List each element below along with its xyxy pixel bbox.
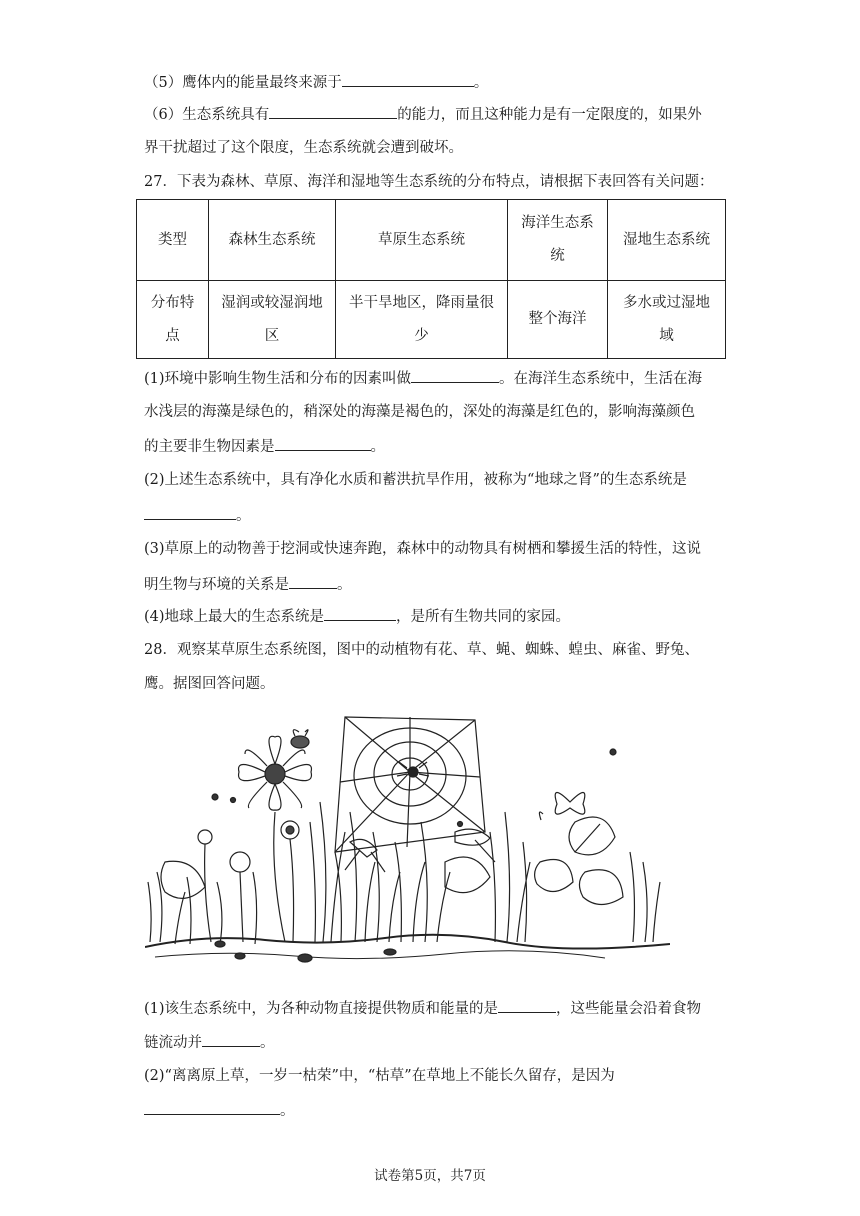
q28-2-line-1: (2)“离离原上草，一岁一枯荣”中，“枯草”在草地上不能长久留存，是因为 <box>144 1068 615 1084</box>
page-footer: 试卷第5页，共7页 <box>374 1168 486 1184</box>
q6-line-2: 界干扰超过了这个限度，生态系统就会遭到破坏。 <box>144 140 463 156</box>
table-cell: 海洋生态系 统 <box>508 200 608 281</box>
grassland-ecosystem-illustration <box>145 712 670 982</box>
q27-title: 27．下表为森林、草原、海洋和湿地等生态系统的分布特点，请根据下表回答有关问题： <box>144 174 714 190</box>
table-cell: 湿地生态系统 <box>608 200 726 281</box>
answer-blank[interactable] <box>144 1100 280 1115</box>
table-cell: 分布特 点 <box>137 281 209 359</box>
q27-3-line-2: 明生物与环境的关系是 。 <box>144 574 352 595</box>
ecosystem-table <box>136 199 726 359</box>
answer-blank[interactable] <box>144 505 236 520</box>
q5-text: （5）鹰体内的能量最终来源于 <box>144 75 342 91</box>
q27-4-line: (4)地球上最大的生态系统是 ，是所有生物共同的家园。 <box>144 606 570 627</box>
table-cell: 多水或过湿地 域 <box>608 281 726 359</box>
table-cell: 草原生态系统 <box>336 200 508 281</box>
q27-1-line-2: 水浅层的海藻是绿色的，稍深处的海藻是褐色的，深处的海藻是红色的，影响海藻颜色 <box>144 404 695 420</box>
q27-3-line-1: (3)草原上的动物善于挖洞或快速奔跑，森林中的动物具有树栖和攀援生活的特性，这说 <box>144 541 702 557</box>
table-cell: 森林生态系统 <box>209 200 336 281</box>
answer-blank[interactable] <box>498 998 556 1013</box>
answer-blank[interactable] <box>289 574 337 589</box>
table-cell: 类型 <box>137 200 209 281</box>
q27-2-line-2: 。 <box>144 505 251 526</box>
table-cell: 湿润或较湿润地 区 <box>209 281 336 359</box>
q6-line-1: （6）生态系统具有 的能力，而且这种能力是有一定限度的，如果外 <box>144 104 702 125</box>
table-cell: 整个海洋 <box>508 281 608 359</box>
q5-line: （5）鹰体内的能量最终来源于 。 <box>144 72 488 93</box>
q27-2-line-1: (2)上述生态系统中，具有净化水质和蓄洪抗旱作用，被称为“地球之肾”的生态系统是 <box>144 472 687 488</box>
q28-1-line-1: (1)该生态系统中，为各种动物直接提供物质和能量的是 ，这些能量会沿着食物 <box>144 998 701 1019</box>
table-header-row <box>137 200 726 281</box>
q28-2-line-2: 。 <box>144 1100 295 1121</box>
table-row <box>137 281 726 359</box>
answer-blank[interactable] <box>269 104 397 119</box>
q27-1-line-1: (1)环境中影响生物生活和分布的因素叫做 。在海洋生态系统中，生活在海 <box>144 368 702 389</box>
answer-blank[interactable] <box>275 436 371 451</box>
q28-1-line-2: 链流动并 。 <box>144 1032 275 1053</box>
table-cell: 半干旱地区，降雨量很 少 <box>336 281 508 359</box>
answer-blank[interactable] <box>324 606 396 621</box>
q28-line-2: 鹰。据图回答问题。 <box>144 676 275 692</box>
q28-line-1: 28．观察某草原生态系统图，图中的动植物有花、草、蝇、蜘蛛、蝗虫、麻雀、野兔、 <box>144 642 699 658</box>
q27-1-line-3: 的主要非生物因素是 。 <box>144 436 385 457</box>
answer-blank[interactable] <box>411 368 499 383</box>
answer-blank[interactable] <box>342 72 474 87</box>
answer-blank[interactable] <box>202 1032 260 1047</box>
